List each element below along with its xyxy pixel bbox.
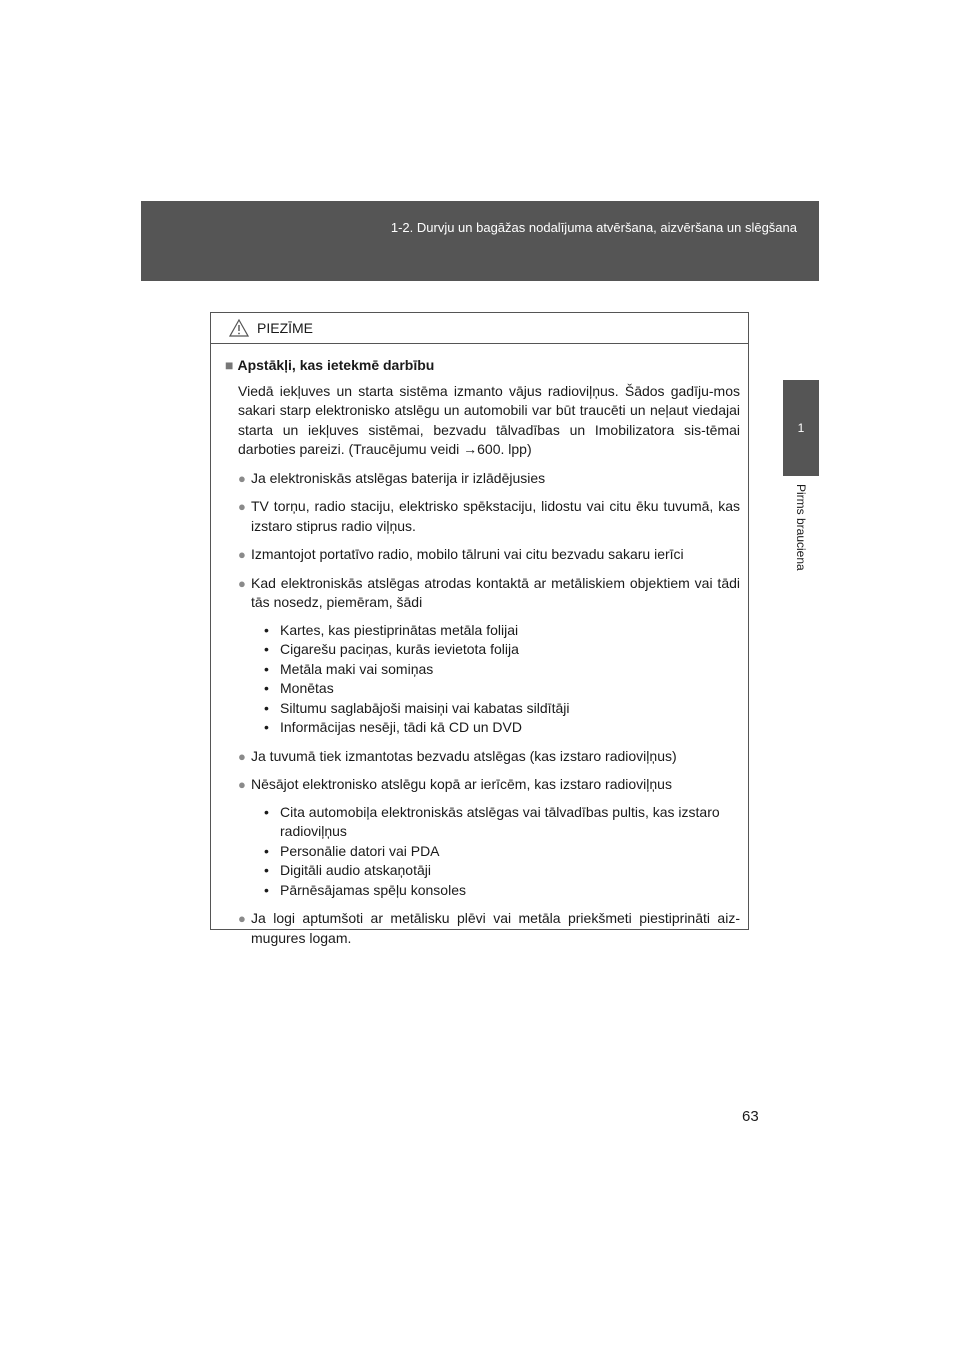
sub-item: • Cigarešu paciņas, kurās ievietota folija — [264, 641, 519, 657]
notice-subtitle — [225, 356, 740, 376]
bullet-list — [238, 469, 740, 949]
sub-item: • Digitāli audio atskaņotāji — [264, 862, 431, 878]
sub-item: • Pārnēsājamas spēļu konsoles — [264, 881, 466, 898]
page-header — [141, 201, 819, 281]
list-item: ● Kad elektroniskās atslēgas atrodas kontaktā ar metāliskiem objektiem vai tādi tās nosedz, piemēram, šādi — [238, 574, 740, 613]
notice-title: PIEZĪME — [257, 320, 314, 336]
square-bullet-icon: ■ — [225, 357, 234, 373]
device-items-list — [264, 803, 740, 901]
circle-bullet-icon: ● — [238, 499, 246, 514]
sub-item: • Cita automobiļa elektroniskās atslēgas vai tālvadības pultis, kas izstaro radioviļņus — [264, 803, 720, 839]
header-title: 1-2. Durvju un bagāžas nodalījuma atvēršana, aizvēršana un slēgšana — [390, 220, 797, 235]
circle-bullet-icon: ● — [238, 748, 246, 764]
warning-triangle-icon — [229, 319, 249, 337]
list-item: ● Izmantojot portatīvo radio, mobilo tālruni vai citu bezvadu sakaru ierīci — [238, 545, 740, 565]
sub-item: • Metāla maki vai somiņas — [264, 660, 434, 677]
notice-intro: Viedā iekļuves un starta sistēma izmanto vājus radioviļņus. Šādos gadīju-mos sakari starp elektronisko atslēgu un automobili var būt traucēti un neļaut viedajai starta un iekļuves sistēmai, bezvadu tālvadības un Imobilizatora sis-tēmai darboties pareizi. (Traucējumu veidi →600. lpp) — [238, 382, 740, 457]
notice-header — [211, 313, 748, 344]
circle-bullet-icon: ● — [238, 575, 246, 591]
chapter-label-area — [783, 476, 819, 596]
chapter-label: Pirms brauciena — [794, 484, 808, 571]
list-item: ● Ja tuvumā tiek izmantotas bezvadu atslēgas (kas izstaro radioviļņus) — [238, 747, 740, 767]
notice-body — [211, 344, 748, 948]
list-item: ● TV torņu, radio staciju, elektrisko spēkstaciju, lidostu vai citu ēku tuvumā, kas izstaro stiprus radio viļņus. — [238, 497, 740, 536]
sub-item: • Informācijas nesēji, tādi kā CD un DVD — [264, 719, 522, 735]
sub-item: • Siltumu saglabājoši maisiņi vai kabatas sildītāji — [264, 699, 570, 716]
sub-item: • Personālie datori vai PDA — [264, 842, 440, 859]
metal-items-list — [264, 621, 740, 738]
list-item: ● Nēsājot elektronisko atslēgu kopā ar ierīcēm, kas izstaro radioviļņus — [238, 775, 740, 795]
circle-bullet-icon: ● — [238, 911, 246, 926]
notice-subtitle-text: Apstākļi, kas ietekmē darbību — [237, 357, 435, 373]
sub-item: • Kartes, kas piestiprinātas metāla folijai — [264, 621, 519, 638]
notice-box — [210, 312, 749, 946]
circle-bullet-icon: ● — [238, 547, 246, 562]
chapter-number: 1 — [797, 421, 805, 435]
page-number: 63 — [742, 1108, 759, 1125]
chapter-tab — [783, 380, 819, 476]
list-item: ● Ja logi aptumšoti ar metālisku plēvi vai metāla priekšmeti piestiprināti aiz-mugures logam. — [238, 909, 740, 948]
list-item: ● Ja elektroniskās atslēgas baterija ir izlādējusies — [238, 469, 740, 489]
circle-bullet-icon: ● — [238, 777, 246, 792]
circle-bullet-icon: ● — [238, 470, 246, 486]
sub-item: • Monētas — [264, 680, 334, 696]
